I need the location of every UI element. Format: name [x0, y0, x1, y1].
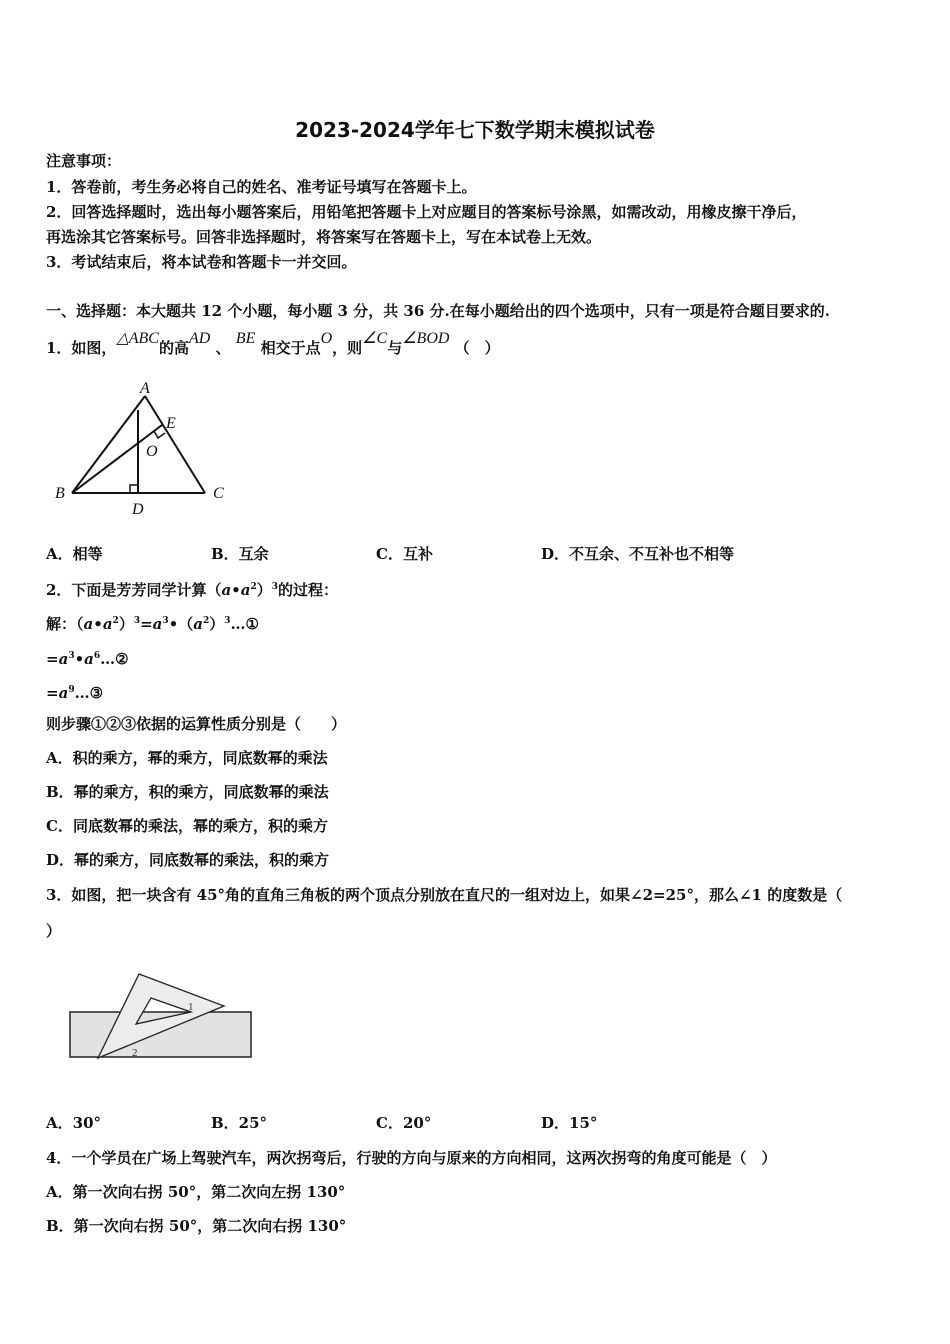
q1-text-4: 相交于点: [260, 339, 321, 357]
q3-option-a[interactable]: A．30°: [46, 1114, 102, 1132]
q2-option-a[interactable]: A．积的乘方，幂的乘方，同底数幂的乘法: [46, 749, 328, 767]
q2-s1h: 3: [162, 616, 169, 626]
q2-s1a: 解：（: [46, 615, 84, 633]
q1-label-d: D: [132, 501, 144, 518]
q2-s1e: 3: [133, 616, 141, 626]
q3-option-b[interactable]: B．25°: [211, 1114, 268, 1132]
q2-s1m: 3: [224, 616, 231, 626]
q3-angle-2-label: 2: [132, 1047, 138, 1059]
q3-stem-end: ）: [46, 922, 62, 940]
q1-option-b[interactable]: B．互余: [211, 545, 269, 563]
q1-math-be: BE: [235, 330, 256, 347]
q2-s3c: 9: [68, 685, 75, 695]
q2-s3b: a: [58, 684, 69, 702]
q3-angle-1-label: 1: [188, 1001, 194, 1013]
q2-s2a: =: [46, 650, 59, 668]
q2-stem-b: a•a: [221, 581, 251, 599]
q1-option-d[interactable]: D．不互余、不互补也不相等: [541, 545, 735, 563]
q2-s1f: =: [140, 615, 153, 633]
q2-s2d: •a: [74, 650, 94, 668]
q2-step-3: [46, 680, 103, 703]
q2-stem-f: 的过程：: [278, 581, 339, 599]
q1-text-7: （ ）: [454, 339, 500, 357]
q1-label-a: A: [140, 380, 150, 397]
q1-text-3: 、: [215, 339, 231, 357]
q1-math-angle-c: ∠C: [362, 330, 388, 347]
q2-option-b[interactable]: B．幂的乘方，积的乘方，同底数幂的乘法: [46, 783, 329, 801]
q3-option-c[interactable]: C．20°: [376, 1114, 432, 1132]
q4-option-a[interactable]: A．第一次向右拐 50°，第二次向左拐 130°: [46, 1183, 346, 1201]
q1-option-c[interactable]: C．互补: [376, 545, 433, 563]
notice-item-1: 1．答卷前，考生务必将自己的姓名、准考证号填写在答题卡上。: [46, 178, 477, 196]
q2-option-c[interactable]: C．同底数幂的乘法，幂的乘方，积的乘方: [46, 817, 328, 835]
q1-label-b: B: [55, 485, 65, 502]
q1-right-angle-e: [154, 431, 165, 438]
q2-s2b: a: [58, 650, 69, 668]
q2-s1l: ）: [209, 615, 225, 633]
q2-step-2: [46, 646, 129, 669]
q1-text-5: ，则: [332, 339, 363, 357]
q2-s3a: =: [46, 684, 59, 702]
q2-stem-c: 2: [250, 582, 257, 592]
q2-stem-d: ）: [256, 581, 272, 599]
q1-stem: [46, 330, 500, 359]
q1-math-triangle: △ABC: [116, 330, 159, 347]
q1-text-1: 1．如图，: [46, 339, 117, 357]
page-title: 2023-2024学年七下数学期末模拟试卷: [295, 118, 655, 142]
q1-option-a[interactable]: A．相等: [46, 545, 103, 563]
notice-item-2a: 2．回答选择题时，选出每小题答案后，用铅笔把答题卡上对应题目的答案标号涂黑，如需改动，用橡皮擦干净后，: [46, 203, 807, 221]
q1-label-e: E: [166, 415, 176, 432]
notice-heading: 注意事项：: [46, 152, 122, 170]
q3-stem: 3．如图，把一块含有 45°角的直角三角板的两个顶点分别放在直尺的一组对边上，如果∠2=25°，那么∠1 的度数是（: [46, 886, 843, 904]
notice-item-3: 3．考试结束后，将本试卷和答题卡一并交回。: [46, 253, 357, 271]
q2-s1b: a•a: [83, 615, 113, 633]
q2-s1k: 2: [203, 616, 210, 626]
q2-step-1: [46, 611, 259, 634]
q1-math-angle-bod: ∠BOD: [402, 330, 450, 347]
section-heading: 一、选择题：本大题共 12 个小题，每小题 3 分，共 36 分.在每小题给出的四个选项中，只有一项是符合题目要求的.: [46, 302, 830, 320]
q3-ruler-figure: [66, 966, 256, 1062]
q1-right-angle-d: [130, 485, 138, 493]
q2-s1c: 2: [112, 616, 119, 626]
q4-stem: 4．一个学员在广场上驾驶汽车，两次拐弯后，行驶的方向与原来的方向相同，这两次拐弯的角度可能是（ ）: [46, 1149, 777, 1167]
q1-label-c: C: [213, 485, 224, 502]
notice-item-2b: 再选涂其它答案标号。回答非选择题时，将答案写在答题卡上，写在本试卷上无效。: [46, 228, 602, 246]
q1-triangle-figure: [50, 378, 240, 520]
q2-s1d: ）: [118, 615, 134, 633]
q2-stem: [46, 577, 338, 600]
q1-text-2: 的高: [158, 339, 189, 357]
q4-option-b[interactable]: B．第一次向右拐 50°，第二次向右拐 130°: [46, 1217, 347, 1235]
q3-option-d[interactable]: D．15°: [541, 1114, 598, 1132]
q2-option-d[interactable]: D．幂的乘方，同底数幂的乘法，积的乘方: [46, 851, 330, 869]
q1-side-ab: [72, 396, 145, 493]
q2-s3d: …③: [74, 684, 104, 702]
q1-label-o: O: [146, 443, 158, 460]
q1-text-6: 与: [387, 339, 403, 357]
q2-s1i: •（: [168, 615, 194, 633]
q2-s1n: …①: [230, 615, 259, 633]
q2-stem-e: 3: [271, 582, 279, 592]
q2-stem-a: 2．下面是芳芳同学计算（: [46, 581, 222, 599]
q2-s2f: …②: [100, 650, 129, 668]
q2-s1j: a: [193, 615, 203, 633]
q2-s2c: 3: [68, 651, 75, 661]
q1-math-o: O: [320, 330, 333, 347]
q2-s2e: 6: [93, 651, 101, 661]
q1-math-ad: AD: [188, 330, 211, 347]
q2-s1g: a: [152, 615, 163, 633]
q2-question: 则步骤①②③依据的运算性质分别是（ ）: [46, 715, 347, 733]
